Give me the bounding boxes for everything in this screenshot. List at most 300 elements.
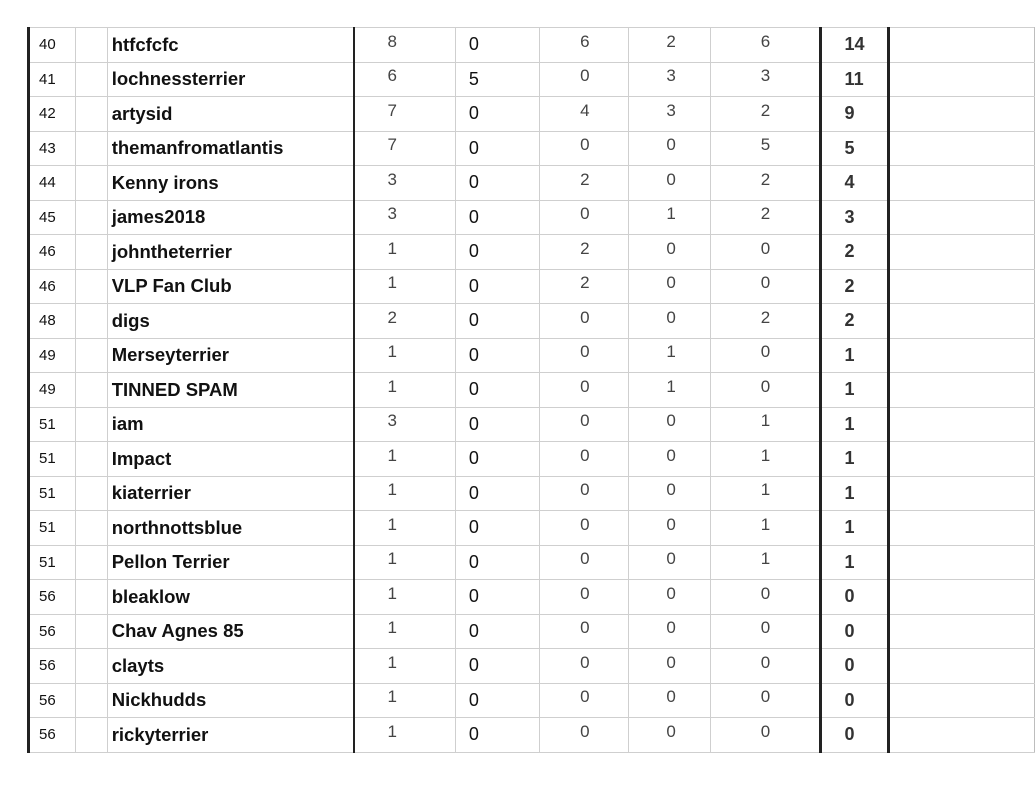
spacer-cell <box>76 545 108 580</box>
spacer-cell <box>76 442 108 477</box>
score-cell-1-value: 1 <box>387 445 397 465</box>
score-cell-1-value: 1 <box>387 652 397 672</box>
spacer-cell <box>76 407 108 442</box>
blank-cell <box>889 235 1035 270</box>
score-cell-5-value: 0 <box>760 652 771 672</box>
position-cell: 46 <box>29 235 76 270</box>
score-cell-5 <box>710 235 820 270</box>
score-cell-2 <box>455 580 539 615</box>
position-cell: 51 <box>29 511 76 546</box>
spacer-cell <box>76 200 108 235</box>
table-row <box>29 511 1035 546</box>
score-cell-1-value: 3 <box>387 204 397 224</box>
score-cell-2-value: 0 <box>468 448 479 469</box>
table-row <box>29 131 1035 166</box>
spacer-cell <box>76 649 108 684</box>
score-cell-4 <box>629 407 710 442</box>
score-cell-1 <box>354 304 456 339</box>
score-cell-4 <box>629 97 710 132</box>
position-cell: 51 <box>29 407 76 442</box>
score-cell-5-value: 2 <box>760 169 771 189</box>
score-cell-3-value: 2 <box>580 238 590 258</box>
table-row <box>29 304 1035 339</box>
score-cell-4-value: 3 <box>666 66 676 86</box>
player-name-cell: rickyterrier <box>107 718 353 753</box>
spacer-cell <box>76 235 108 270</box>
score-cell-4-value: 1 <box>666 342 676 362</box>
player-name-cell: digs <box>107 304 353 339</box>
total-points-cell: 1 <box>820 545 889 580</box>
score-cell-1-value: 1 <box>387 238 397 258</box>
score-cell-4-value: 1 <box>666 376 676 396</box>
score-cell-2 <box>455 407 539 442</box>
score-cell-2 <box>455 373 539 408</box>
score-cell-5 <box>710 683 820 718</box>
score-cell-5 <box>710 166 820 201</box>
score-cell-2 <box>455 683 539 718</box>
player-name-cell: artysid <box>107 97 353 132</box>
score-cell-5-value: 1 <box>760 514 771 534</box>
score-cell-3 <box>540 338 629 373</box>
score-cell-5 <box>710 62 820 97</box>
total-points-cell: 1 <box>820 442 889 477</box>
score-cell-5 <box>710 476 820 511</box>
score-cell-1 <box>354 200 456 235</box>
score-cell-1-value: 1 <box>387 342 397 362</box>
score-cell-5-value: 1 <box>760 411 771 431</box>
score-cell-5 <box>710 545 820 580</box>
score-cell-4 <box>629 683 710 718</box>
blank-cell <box>889 407 1035 442</box>
score-cell-3 <box>540 62 629 97</box>
position-cell: 56 <box>29 683 76 718</box>
blank-cell <box>889 442 1035 477</box>
total-points-cell: 0 <box>820 614 889 649</box>
score-cell-4-value: 0 <box>666 687 676 707</box>
score-cell-3-value: 0 <box>580 583 590 603</box>
score-cell-4-value: 3 <box>666 100 676 120</box>
position-cell: 45 <box>29 200 76 235</box>
score-cell-2-value: 0 <box>468 206 479 227</box>
score-cell-5 <box>710 718 820 753</box>
table-row <box>29 269 1035 304</box>
score-cell-2 <box>455 476 539 511</box>
score-cell-5-value: 2 <box>760 307 771 327</box>
score-cell-4-value: 1 <box>666 204 676 224</box>
score-cell-2 <box>455 235 539 270</box>
score-cell-4-value: 0 <box>666 721 676 741</box>
score-cell-2-value: 0 <box>468 620 479 641</box>
score-cell-2 <box>455 200 539 235</box>
position-cell: 49 <box>29 338 76 373</box>
score-cell-4 <box>629 166 710 201</box>
score-cell-3 <box>540 407 629 442</box>
score-cell-3-value: 0 <box>580 376 590 396</box>
total-points-cell: 2 <box>820 269 889 304</box>
score-cell-4-value: 0 <box>666 273 676 293</box>
score-cell-3 <box>540 235 629 270</box>
score-cell-2-value: 0 <box>468 655 479 676</box>
blank-cell <box>889 166 1035 201</box>
score-cell-1-value: 1 <box>387 514 397 534</box>
score-cell-5-value: 0 <box>760 238 771 258</box>
total-points-cell: 2 <box>820 304 889 339</box>
score-cell-1-value: 1 <box>387 480 397 500</box>
position-cell: 56 <box>29 614 76 649</box>
score-cell-5-value: 1 <box>760 480 771 500</box>
score-cell-2 <box>455 28 539 63</box>
total-points-cell: 4 <box>820 166 889 201</box>
score-cell-2-value: 0 <box>468 275 479 296</box>
score-cell-3 <box>540 614 629 649</box>
score-cell-2 <box>455 649 539 684</box>
score-cell-1 <box>354 131 456 166</box>
spacer-cell <box>76 614 108 649</box>
score-cell-5 <box>710 97 820 132</box>
blank-cell <box>889 62 1035 97</box>
position-cell: 48 <box>29 304 76 339</box>
player-name-cell: Kenny irons <box>107 166 353 201</box>
spacer-cell <box>76 131 108 166</box>
score-cell-4 <box>629 545 710 580</box>
score-cell-1-value: 1 <box>387 618 397 638</box>
score-cell-5 <box>710 200 820 235</box>
score-cell-4-value: 0 <box>666 445 676 465</box>
table-row <box>29 683 1035 718</box>
score-cell-1 <box>354 62 456 97</box>
blank-cell <box>889 476 1035 511</box>
score-cell-4-value: 0 <box>666 169 676 189</box>
score-cell-4-value: 0 <box>666 652 676 672</box>
score-cell-5-value: 0 <box>760 583 771 603</box>
table-row <box>29 442 1035 477</box>
spacer-cell <box>76 62 108 97</box>
score-cell-1 <box>354 269 456 304</box>
score-cell-2 <box>455 511 539 546</box>
score-cell-1-value: 1 <box>387 376 397 396</box>
player-name-cell: htfcfcfc <box>107 28 353 63</box>
score-cell-4-value: 0 <box>666 514 676 534</box>
score-cell-5-value: 1 <box>760 549 771 569</box>
score-cell-3 <box>540 166 629 201</box>
score-cell-4 <box>629 304 710 339</box>
score-cell-5 <box>710 442 820 477</box>
total-points-cell: 0 <box>820 718 889 753</box>
score-cell-5-value: 6 <box>760 31 771 51</box>
score-cell-3 <box>540 545 629 580</box>
score-cell-4 <box>629 338 710 373</box>
blank-cell <box>889 28 1035 63</box>
score-cell-1 <box>354 718 456 753</box>
total-points-cell: 2 <box>820 235 889 270</box>
table-row <box>29 373 1035 408</box>
score-cell-5 <box>710 28 820 63</box>
player-name-cell: Chav Agnes 85 <box>107 614 353 649</box>
position-cell: 43 <box>29 131 76 166</box>
table-row <box>29 200 1035 235</box>
total-points-cell: 14 <box>820 28 889 63</box>
score-cell-5-value: 2 <box>760 100 771 120</box>
score-cell-3-value: 0 <box>580 135 590 155</box>
score-cell-4 <box>629 28 710 63</box>
total-points-cell: 1 <box>820 511 889 546</box>
score-cell-2 <box>455 269 539 304</box>
score-cell-5 <box>710 614 820 649</box>
score-cell-2-value: 0 <box>468 310 479 331</box>
player-name-cell: bleaklow <box>107 580 353 615</box>
score-cell-3-value: 6 <box>580 31 590 51</box>
score-cell-3 <box>540 718 629 753</box>
table-row <box>29 476 1035 511</box>
blank-cell <box>889 269 1035 304</box>
score-cell-3-value: 0 <box>580 549 590 569</box>
blank-cell <box>889 511 1035 546</box>
score-cell-3-value: 0 <box>580 514 590 534</box>
score-cell-4-value: 0 <box>666 549 676 569</box>
score-cell-3-value: 0 <box>580 445 590 465</box>
league-table <box>27 27 1035 753</box>
position-cell: 42 <box>29 97 76 132</box>
score-cell-3 <box>540 511 629 546</box>
blank-cell <box>889 580 1035 615</box>
player-name-cell: Merseyterrier <box>107 338 353 373</box>
player-name-cell: iam <box>107 407 353 442</box>
score-cell-4-value: 0 <box>666 307 676 327</box>
score-cell-1 <box>354 511 456 546</box>
score-cell-2 <box>455 718 539 753</box>
score-cell-2-value: 0 <box>468 586 479 607</box>
score-cell-5-value: 2 <box>760 204 771 224</box>
total-points-cell: 5 <box>820 131 889 166</box>
score-cell-5-value: 0 <box>760 721 771 741</box>
score-cell-2 <box>455 97 539 132</box>
score-cell-4-value: 0 <box>666 238 676 258</box>
table-row <box>29 62 1035 97</box>
player-name-cell: TINNED SPAM <box>107 373 353 408</box>
blank-cell <box>889 304 1035 339</box>
score-cell-3 <box>540 304 629 339</box>
score-cell-2-value: 0 <box>468 172 479 193</box>
table-row <box>29 28 1035 63</box>
score-cell-3 <box>540 649 629 684</box>
position-cell: 51 <box>29 476 76 511</box>
score-cell-2 <box>455 131 539 166</box>
score-cell-4-value: 2 <box>666 31 676 51</box>
score-cell-1 <box>354 649 456 684</box>
score-cell-1 <box>354 373 456 408</box>
score-cell-4-value: 0 <box>666 411 676 431</box>
spacer-cell <box>76 166 108 201</box>
score-cell-5-value: 0 <box>760 342 771 362</box>
score-cell-4 <box>629 269 710 304</box>
score-cell-4 <box>629 580 710 615</box>
score-cell-3-value: 0 <box>580 721 590 741</box>
score-cell-3-value: 0 <box>580 307 590 327</box>
table-row <box>29 166 1035 201</box>
blank-cell <box>889 97 1035 132</box>
score-cell-4 <box>629 718 710 753</box>
blank-cell <box>889 338 1035 373</box>
score-cell-5-value: 5 <box>760 135 771 155</box>
player-name-cell: Impact <box>107 442 353 477</box>
score-cell-1 <box>354 683 456 718</box>
score-cell-1-value: 1 <box>387 721 397 741</box>
score-cell-4 <box>629 614 710 649</box>
total-points-cell: 3 <box>820 200 889 235</box>
spacer-cell <box>76 269 108 304</box>
score-cell-2-value: 0 <box>468 482 479 503</box>
score-cell-1 <box>354 614 456 649</box>
score-cell-5 <box>710 407 820 442</box>
player-name-cell: johntheterrier <box>107 235 353 270</box>
blank-cell <box>889 649 1035 684</box>
score-cell-1-value: 8 <box>387 31 397 51</box>
player-name-cell: VLP Fan Club <box>107 269 353 304</box>
player-name-cell: clayts <box>107 649 353 684</box>
total-points-cell: 11 <box>820 62 889 97</box>
score-cell-2 <box>455 62 539 97</box>
score-cell-3 <box>540 442 629 477</box>
total-points-cell: 0 <box>820 580 889 615</box>
table-row <box>29 338 1035 373</box>
score-cell-2 <box>455 304 539 339</box>
score-cell-1 <box>354 407 456 442</box>
score-cell-3 <box>540 269 629 304</box>
score-cell-1 <box>354 166 456 201</box>
spacer-cell <box>76 511 108 546</box>
score-cell-5-value: 3 <box>760 66 771 86</box>
score-cell-2-value: 0 <box>468 103 479 124</box>
score-cell-1 <box>354 235 456 270</box>
score-cell-1 <box>354 476 456 511</box>
table-row <box>29 235 1035 270</box>
blank-cell <box>889 614 1035 649</box>
score-cell-4-value: 0 <box>666 583 676 603</box>
score-cell-2-value: 0 <box>468 551 479 572</box>
total-points-cell: 9 <box>820 97 889 132</box>
score-cell-2 <box>455 338 539 373</box>
position-cell: 51 <box>29 442 76 477</box>
score-cell-2-value: 0 <box>468 517 479 538</box>
player-name-cell: kiaterrier <box>107 476 353 511</box>
score-cell-2 <box>455 614 539 649</box>
spacer-cell <box>76 28 108 63</box>
score-cell-1 <box>354 545 456 580</box>
score-cell-5 <box>710 338 820 373</box>
position-cell: 49 <box>29 373 76 408</box>
player-name-cell: themanfromatlantis <box>107 131 353 166</box>
score-cell-4-value: 0 <box>666 480 676 500</box>
score-cell-5-value: 0 <box>760 618 771 638</box>
blank-cell <box>889 200 1035 235</box>
score-cell-4-value: 0 <box>666 135 676 155</box>
score-cell-2-value: 0 <box>468 34 479 55</box>
spacer-cell <box>76 373 108 408</box>
score-cell-3 <box>540 97 629 132</box>
score-cell-4 <box>629 442 710 477</box>
score-cell-1-value: 1 <box>387 583 397 603</box>
score-cell-4 <box>629 235 710 270</box>
position-cell: 44 <box>29 166 76 201</box>
score-cell-3 <box>540 580 629 615</box>
spacer-cell <box>76 338 108 373</box>
score-cell-2 <box>455 545 539 580</box>
player-name-cell: lochnessterrier <box>107 62 353 97</box>
spacer-cell <box>76 580 108 615</box>
table-row <box>29 407 1035 442</box>
score-cell-1-value: 3 <box>387 169 397 189</box>
player-name-cell: Nickhudds <box>107 683 353 718</box>
score-cell-1 <box>354 338 456 373</box>
player-name-cell: northnottsblue <box>107 511 353 546</box>
position-cell: 56 <box>29 580 76 615</box>
score-cell-3-value: 0 <box>580 204 590 224</box>
table-row <box>29 718 1035 753</box>
score-cell-4 <box>629 649 710 684</box>
score-cell-5 <box>710 373 820 408</box>
position-cell: 40 <box>29 28 76 63</box>
score-cell-1-value: 6 <box>387 66 397 86</box>
spacer-cell <box>76 476 108 511</box>
score-cell-5 <box>710 649 820 684</box>
score-cell-5 <box>710 304 820 339</box>
score-cell-3-value: 0 <box>580 342 590 362</box>
score-cell-2-value: 0 <box>468 241 479 262</box>
score-cell-1-value: 7 <box>387 100 397 120</box>
score-cell-1 <box>354 442 456 477</box>
player-name-cell: Pellon Terrier <box>107 545 353 580</box>
blank-cell <box>889 545 1035 580</box>
total-points-cell: 1 <box>820 373 889 408</box>
position-cell: 46 <box>29 269 76 304</box>
table-row <box>29 97 1035 132</box>
total-points-cell: 0 <box>820 649 889 684</box>
score-cell-2-value: 0 <box>468 724 479 745</box>
spacer-cell <box>76 304 108 339</box>
position-cell: 56 <box>29 718 76 753</box>
score-cell-2-value: 0 <box>468 344 479 365</box>
score-cell-2-value: 0 <box>468 137 479 158</box>
score-cell-1 <box>354 580 456 615</box>
score-cell-2 <box>455 166 539 201</box>
score-cell-4 <box>629 131 710 166</box>
total-points-cell: 0 <box>820 683 889 718</box>
table-row <box>29 545 1035 580</box>
total-points-cell: 1 <box>820 338 889 373</box>
score-cell-1 <box>354 97 456 132</box>
score-cell-4 <box>629 511 710 546</box>
table-row <box>29 649 1035 684</box>
score-cell-5-value: 0 <box>760 376 771 396</box>
position-cell: 56 <box>29 649 76 684</box>
score-cell-1 <box>354 28 456 63</box>
score-cell-2-value: 0 <box>468 413 479 434</box>
score-cell-5 <box>710 580 820 615</box>
score-cell-1-value: 7 <box>387 135 397 155</box>
spacer-cell <box>76 683 108 718</box>
score-cell-5 <box>710 269 820 304</box>
score-cell-3-value: 0 <box>580 411 590 431</box>
score-cell-5 <box>710 131 820 166</box>
score-cell-3 <box>540 476 629 511</box>
score-cell-3 <box>540 131 629 166</box>
table-row <box>29 614 1035 649</box>
score-cell-1-value: 1 <box>387 273 397 293</box>
spacer-cell <box>76 718 108 753</box>
score-cell-2 <box>455 442 539 477</box>
score-cell-3 <box>540 373 629 408</box>
score-cell-3-value: 4 <box>580 100 590 120</box>
